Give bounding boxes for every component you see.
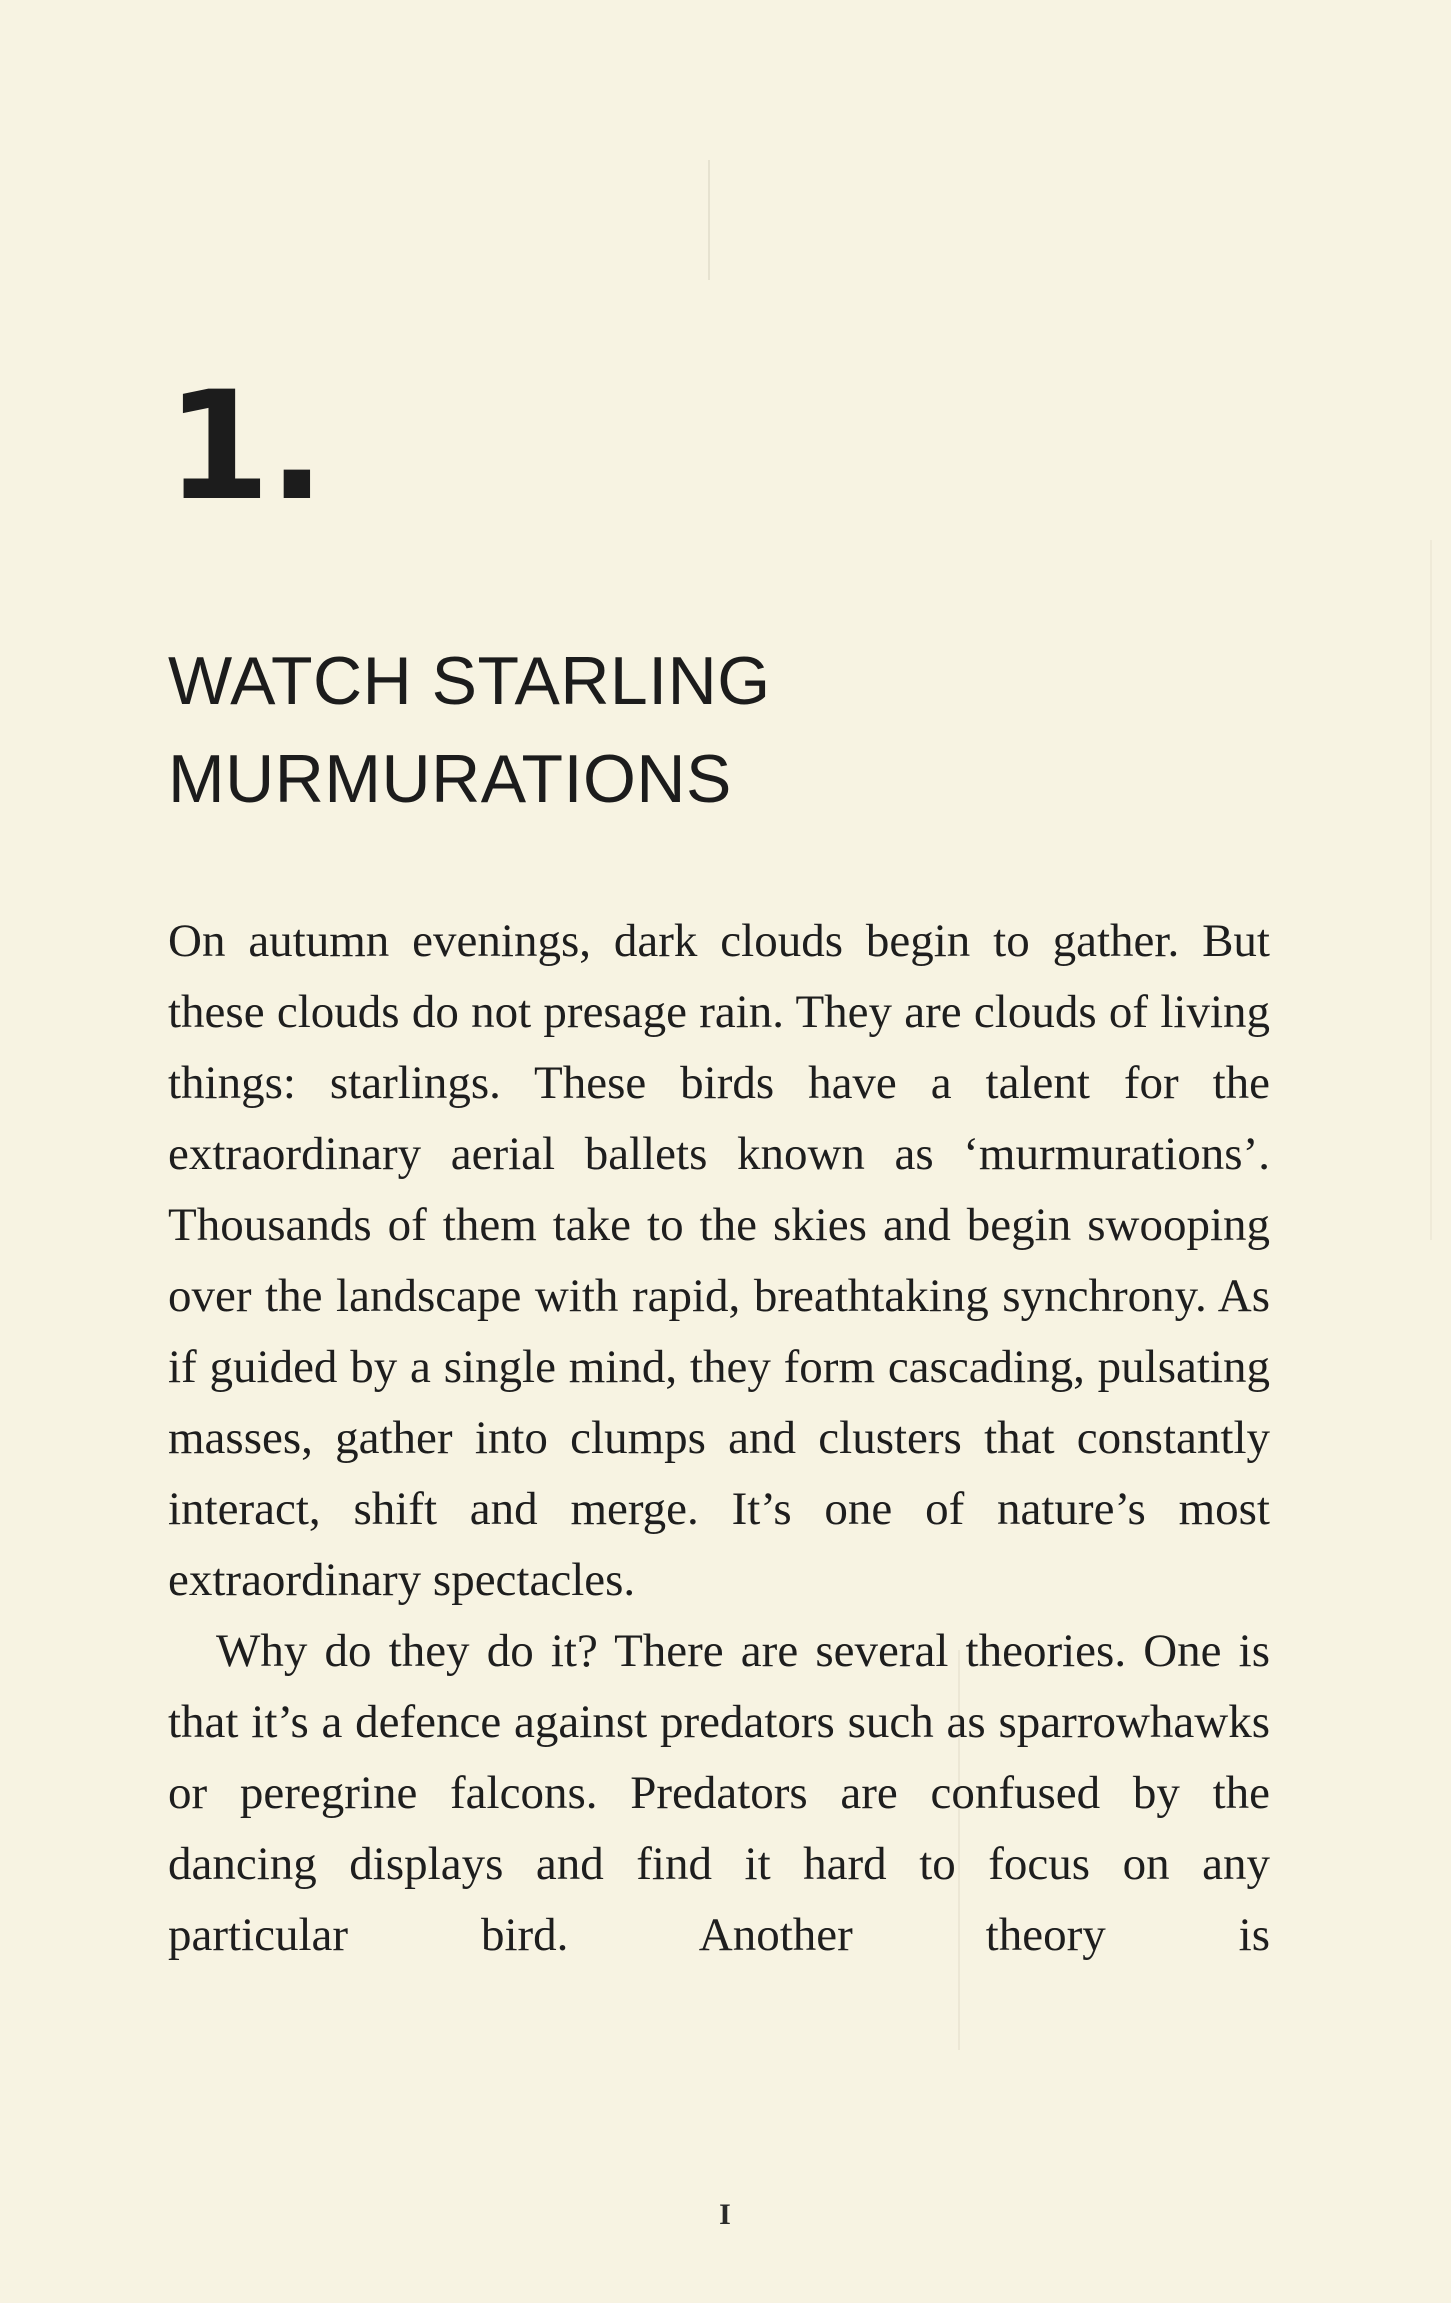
- chapter-title: [168, 632, 771, 828]
- page-number: I: [719, 2198, 732, 2231]
- scan-mark-edge: [1430, 540, 1432, 1240]
- scan-mark-top: [708, 160, 710, 280]
- chapter-number: 1.: [166, 360, 324, 534]
- paragraph-2: Why do they do it? There are several theories. One is that it’s a defence against predators such as sparrowhawks or peregrine falcons. Predators are confused by the dancing displays and find it hard to focus on any particular bird. Another theory is: [168, 1625, 1270, 1961]
- chapter-title-line-2: MURMURATIONS: [168, 741, 732, 817]
- chapter-title-line-1: WATCH STARLING: [168, 643, 771, 719]
- paragraph-1: On autumn evenings, dark clouds begin to gather. But these clouds do not presage rain. They are clouds of living things: starlings. These birds have a talent for the extraordinary aerial ballets known as ‘murmurations’. Thousands of them take to the skies and begin swooping over the landscape with rapid, breathtaking synchrony. As if guided by a single mind, they form cascading, pulsating masses, gather into clumps and clusters that constantly interact, shift and merge. It’s one of nature’s most extraordinary spectacles.: [168, 915, 1270, 1606]
- body-text: [168, 906, 1270, 1971]
